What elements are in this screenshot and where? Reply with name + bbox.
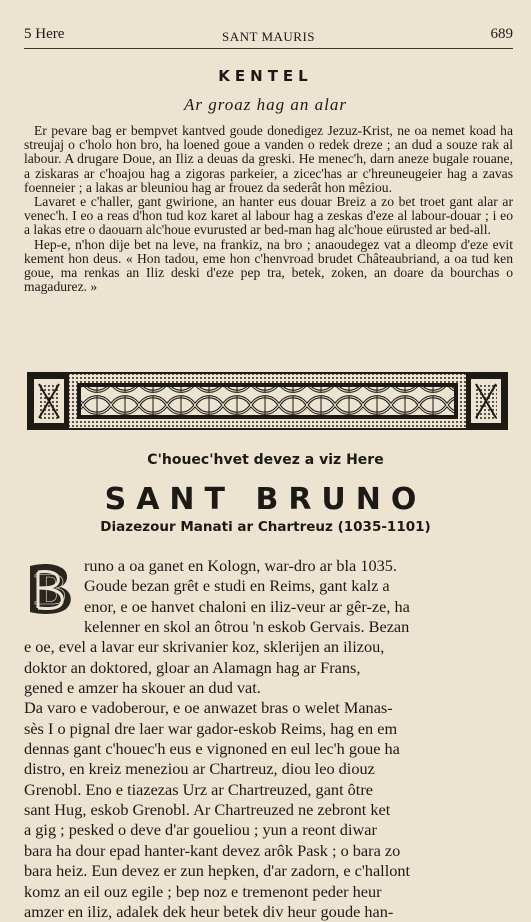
bio-line: e oe, evel a lavar eur skrivanier koz, sklerijen an ilizou, bbox=[24, 637, 385, 657]
bio-line: amzer en iliz, adalek dek heur betek div heur goude han- bbox=[24, 901, 394, 921]
page-number: 689 bbox=[490, 26, 513, 42]
bio-line: Goude bezan grêt e studi en Reims, gant kalz a bbox=[84, 576, 390, 596]
bio-line: a gig ; pesked o deve d'ar goueliou ; yun a reont diwar bbox=[24, 820, 377, 840]
bio-line: Da varo e vadoberour, e oe anwazet bras o welet Manas- bbox=[24, 698, 393, 718]
bio-line: komz an eil ouz egile ; bep noz e tremenont peder heur bbox=[24, 881, 382, 901]
feast-date-heading: C'houec'hvet devez a viz Here bbox=[147, 452, 384, 468]
bio-line: runo a oa ganet en Kologn, war-dro ar bla 1035. bbox=[84, 556, 397, 575]
bio-line: enor, e oe hanvet chaloni en iliz-veur ar gêr-ze, ha bbox=[84, 596, 410, 616]
celtic-knot-ornament bbox=[27, 372, 508, 430]
kentel-paragraph: Er pevare bag er bempvet kantved goude donedigez Jezuz-Krist, ne oa nemet koad ha streujaj o c'holo hon bro, ha loened goue a vanden o redek dreze ; an dud a souze rak al labour. A drugare Doue, an Iliz a deuas da greski. He menec'h, darn aneze bugale rouane, a ziskaras ar c'hoajou hag a zigoras parkeier, a zicec'has ar c'hreuneugeier hag a zavas foenneier ; a lakas ar bleuniou hag ar frouez da sederât hon mêziou. bbox=[24, 123, 513, 195]
bio-line: bara heiz. Eun devez er zun hepken, d'ar zadorn, e c'hallont bbox=[24, 861, 411, 881]
kentel-paragraph: Lavaret e c'haller, gant gwirione, an hanter eus douar Breiz a zo bet troet gant alar ar venec'h. I eo a reas d'hon tud koz karet al labour hag a zeskas d'eze al labour-douar ; i eo a lakas etre o daouarn alc'houe evurusted ar bed-man hag alc'houe eürusted ar bed-all. bbox=[24, 194, 513, 238]
saint-biography bbox=[24, 556, 509, 922]
bio-line: sant Hug, eskob Grenobl. Ar Chartreuzed ne zebront ket bbox=[24, 800, 391, 820]
bio-line: doktor an doktored, gloar an Alamagn hag ar Frans, bbox=[24, 657, 361, 677]
drop-cap-glyph: B bbox=[33, 567, 67, 614]
bio-line: dennas gant c'houec'h eus e vignoned en eul lec'h goue ha bbox=[24, 739, 400, 759]
bio-line: sès I o pignal dre laer war gador-eskob Reims, hag en em bbox=[24, 718, 398, 738]
header-saint: SANT MAURIS bbox=[221, 29, 316, 44]
kentel-body bbox=[24, 124, 513, 294]
bio-line: distro, en kreiz meneziou ar Chartreuz, diou leo diouz bbox=[24, 759, 375, 779]
saint-name: SANT BRUNO bbox=[104, 482, 427, 517]
bio-line: kelenner en skol an ôtrou 'n eskob Gervais. Bezan bbox=[84, 617, 410, 637]
header-month: 5 Here bbox=[24, 26, 65, 42]
kentel-title: KENTEL bbox=[218, 67, 313, 85]
header-divider bbox=[24, 48, 513, 49]
bio-line: Grenobl. Eno e tiazezas Urz ar Chartreuzed, gant ôtre bbox=[24, 779, 373, 799]
bio-line: gened e amzer ha skouer an dud vat. bbox=[24, 678, 261, 698]
saint-subtitle: Diazezour Manati ar Chartreuz (1035-1101) bbox=[100, 519, 431, 535]
kentel-subtitle: Ar groaz hag an alar bbox=[184, 95, 347, 114]
bio-line: bara ha dour epad hanter-kant devez arôk Pask ; o bara zo bbox=[24, 840, 401, 860]
kentel-paragraph: Hep-e, n'hon dije bet na leve, na frankiz, na bro ; anaoudegez vat a dleomp d'eze evit kement hon deus. « Hon tadou, eme hon c'henvroad brudet Châteaubriand, a oa tud ken goue, ma renkas an Iliz deski d'eze pep tra, betek, zoken, an doare da bourchas o magadurez. » bbox=[24, 236, 513, 295]
